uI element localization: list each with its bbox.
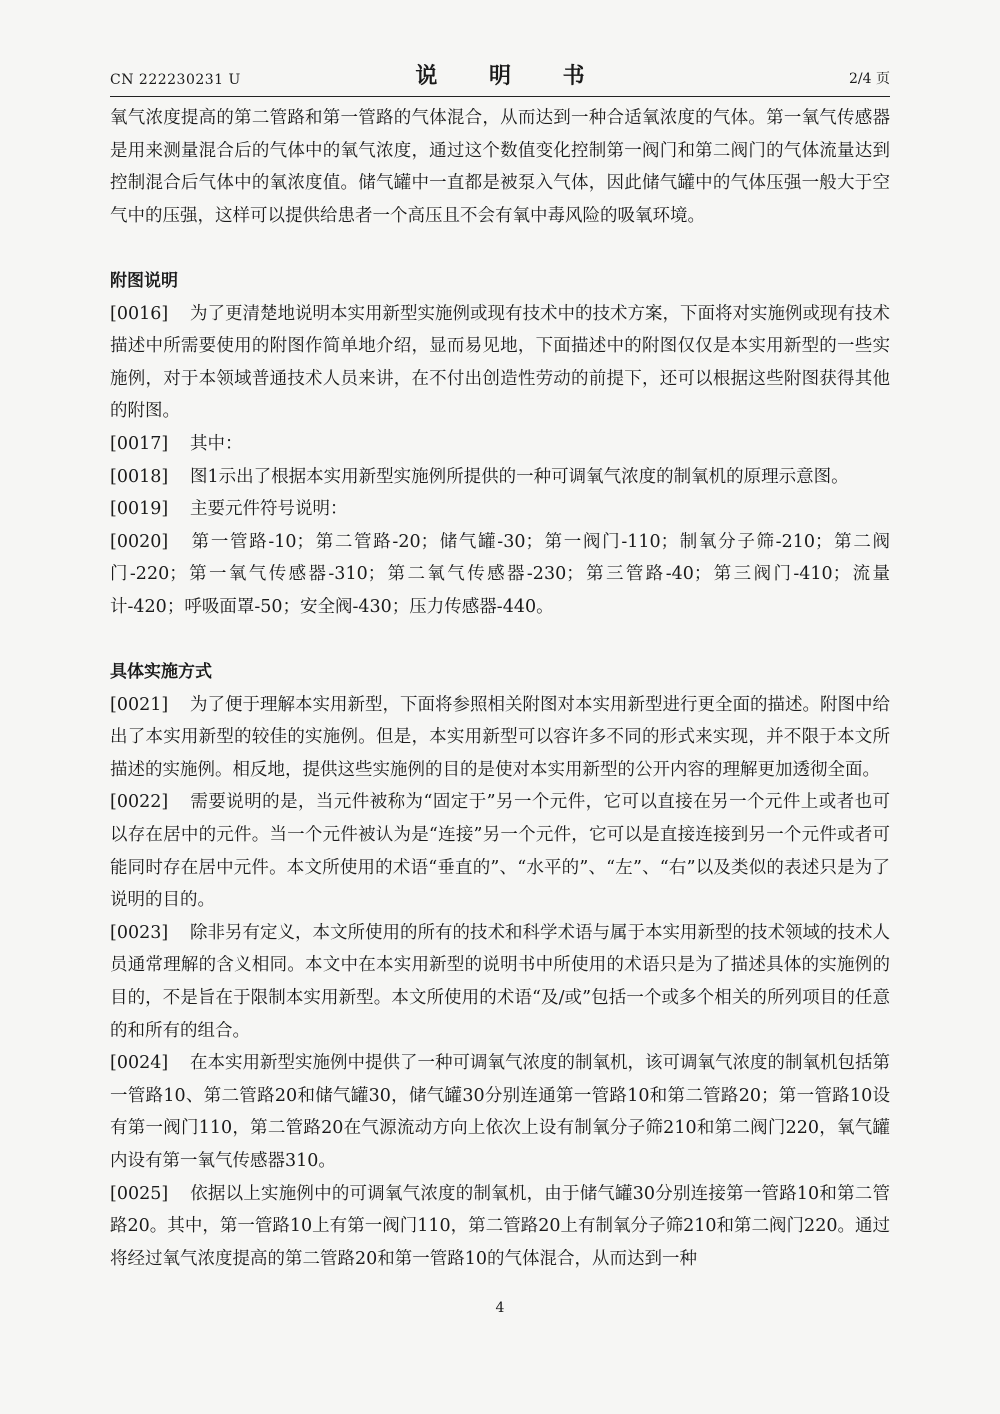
- paragraph-0021: [110, 689, 890, 787]
- intro-paragraph: 氧气浓度提高的第二管路和第一管路的气体混合，从而达到一种合适氧浓度的气体。第一氧气传感器是用来测量混合后的气体中的氧气浓度，通过这个数值变化控制第一阀门和第二阀门的气体流量达到控制混合后气体中的氧浓度值。储气罐中一直都是被泵入气体，因此储气罐中的气体压强一般大于空气中的压强，这样可以提供给患者一个高压且不会有氧中毒风险的吸氧环境。: [110, 108, 890, 226]
- paragraph-0017: [110, 428, 890, 461]
- paragraph-0024: [110, 1047, 890, 1177]
- paragraph-text: 为了更清楚地说明本实用新型实施例或现有技术中的技术方案，下面将对实施例或现有技术描述中所需要使用的附图作简单地介绍，显而易见地，下面描述中的附图仅仅是本实用新型的一些实施例，对于本领域普通技术人员来讲，在不付出创造性劳动的前提下，还可以根据这些附图获得其他的附图。: [110, 303, 890, 422]
- paragraph-number: [0024]: [110, 1053, 169, 1074]
- paragraph-number: [0023]: [110, 922, 169, 943]
- document-body: [110, 102, 890, 1275]
- paragraph-text: 其中：: [190, 433, 243, 454]
- paragraph-number: [0025]: [110, 1183, 169, 1204]
- paragraph-number: [0020]: [110, 531, 169, 552]
- paragraph-text: 图1示出了根据本实用新型实施例所提供的一种可调氧气浓度的制氧机的原理示意图。: [190, 466, 849, 487]
- paragraph-text: 为了便于理解本实用新型，下面将参照相关附图对本实用新型进行更全面的描述。附图中给出了本实用新型的较佳的实施例。但是，本实用新型可以容许多不同的形式来实现，并不限于本文所描述的实施例。相反地，提供这些实施例的目的是使对本实用新型的公开内容的理解更加透彻全面。: [110, 694, 890, 780]
- section-heading-figures: 附图说明: [110, 270, 178, 291]
- paragraph-text: 第一管路-10；第二管路-20；储气罐-30；第一阀门-110；制氧分子筛-210；第二阀门-220；第一氧气传感器-310；第二氧气传感器-230；第三管路-40；第三阀门-410；流量计-420；呼吸面罩-50；安全阀-430；压力传感器-440。: [110, 531, 890, 617]
- paragraph-number: [0017]: [110, 433, 169, 454]
- paragraph-number: [0018]: [110, 466, 169, 487]
- paragraph-0018: [110, 461, 890, 494]
- paragraph-text: 依据以上实施例中的可调氧气浓度的制氧机，由于储气罐30分别连接第一管路10和第二管路20。其中，第一管路10上有第一阀门110，第二管路20上有制氧分子筛210和第二阀门220。通过将经过氧气浓度提高的第二管路20和第一管路10的气体混合，从而达到一种: [110, 1183, 890, 1269]
- header-rule: [110, 96, 890, 97]
- paragraph-text: 主要元件符号说明：: [190, 499, 348, 520]
- paragraph-0023: [110, 917, 890, 1047]
- page-number: 4: [495, 1300, 505, 1316]
- paragraph-text: 在本实用新型实施例中提供了一种可调氧气浓度的制氧机，该可调氧气浓度的制氧机包括第一管路10、第二管路20和储气罐30，储气罐30分别连通第一管路10和第二管路20；第一管路10设有第一阀门110，第二管路20在气源流动方向上依次上设有制氧分子筛210和第二阀门220，氧气罐内设有第一氧气传感器310。: [110, 1053, 890, 1171]
- paragraph-text: 需要说明的是，当元件被称为“固定于”另一个元件，它可以直接在另一个元件上或者也可以存在居中的元件。当一个元件被认为是“连接”另一个元件，它可以是直接连接到另一个元件或者可能同时存在居中元件。本文所使用的术语“垂直的”、“水平的”、“左”、“右”以及类似的表述只是为了说明的目的。: [110, 792, 890, 911]
- paragraph-0019: [110, 493, 890, 526]
- page-header: [110, 58, 890, 94]
- paragraph-0022: [110, 786, 890, 916]
- paragraph-0020: [110, 526, 890, 624]
- page-of-total: 2/4 页: [849, 71, 890, 87]
- section-heading-embodiment: 具体实施方式: [110, 662, 212, 683]
- paragraph-text: 除非另有定义，本文所使用的所有的技术和科学术语与属于本实用新型的技术领域的技术人员通常理解的含义相同。本文中在本实用新型的说明书中所使用的术语只是为了描述具体的实施例的目的，不是旨在于限制本实用新型。本文所使用的术语“及/或”包括一个或多个相关的所列项目的任意的和所有的组合。: [110, 922, 890, 1041]
- paragraph-number: [0021]: [110, 694, 169, 715]
- paragraph-number: [0016]: [110, 303, 169, 324]
- paragraph-0016: [110, 298, 890, 428]
- paragraph-number: [0019]: [110, 499, 169, 520]
- paragraph-number: [0022]: [110, 792, 169, 813]
- document-number: CN 222230231 U: [110, 72, 241, 88]
- paragraph-0025: [110, 1178, 890, 1276]
- document-title: 说 明 书: [415, 63, 607, 89]
